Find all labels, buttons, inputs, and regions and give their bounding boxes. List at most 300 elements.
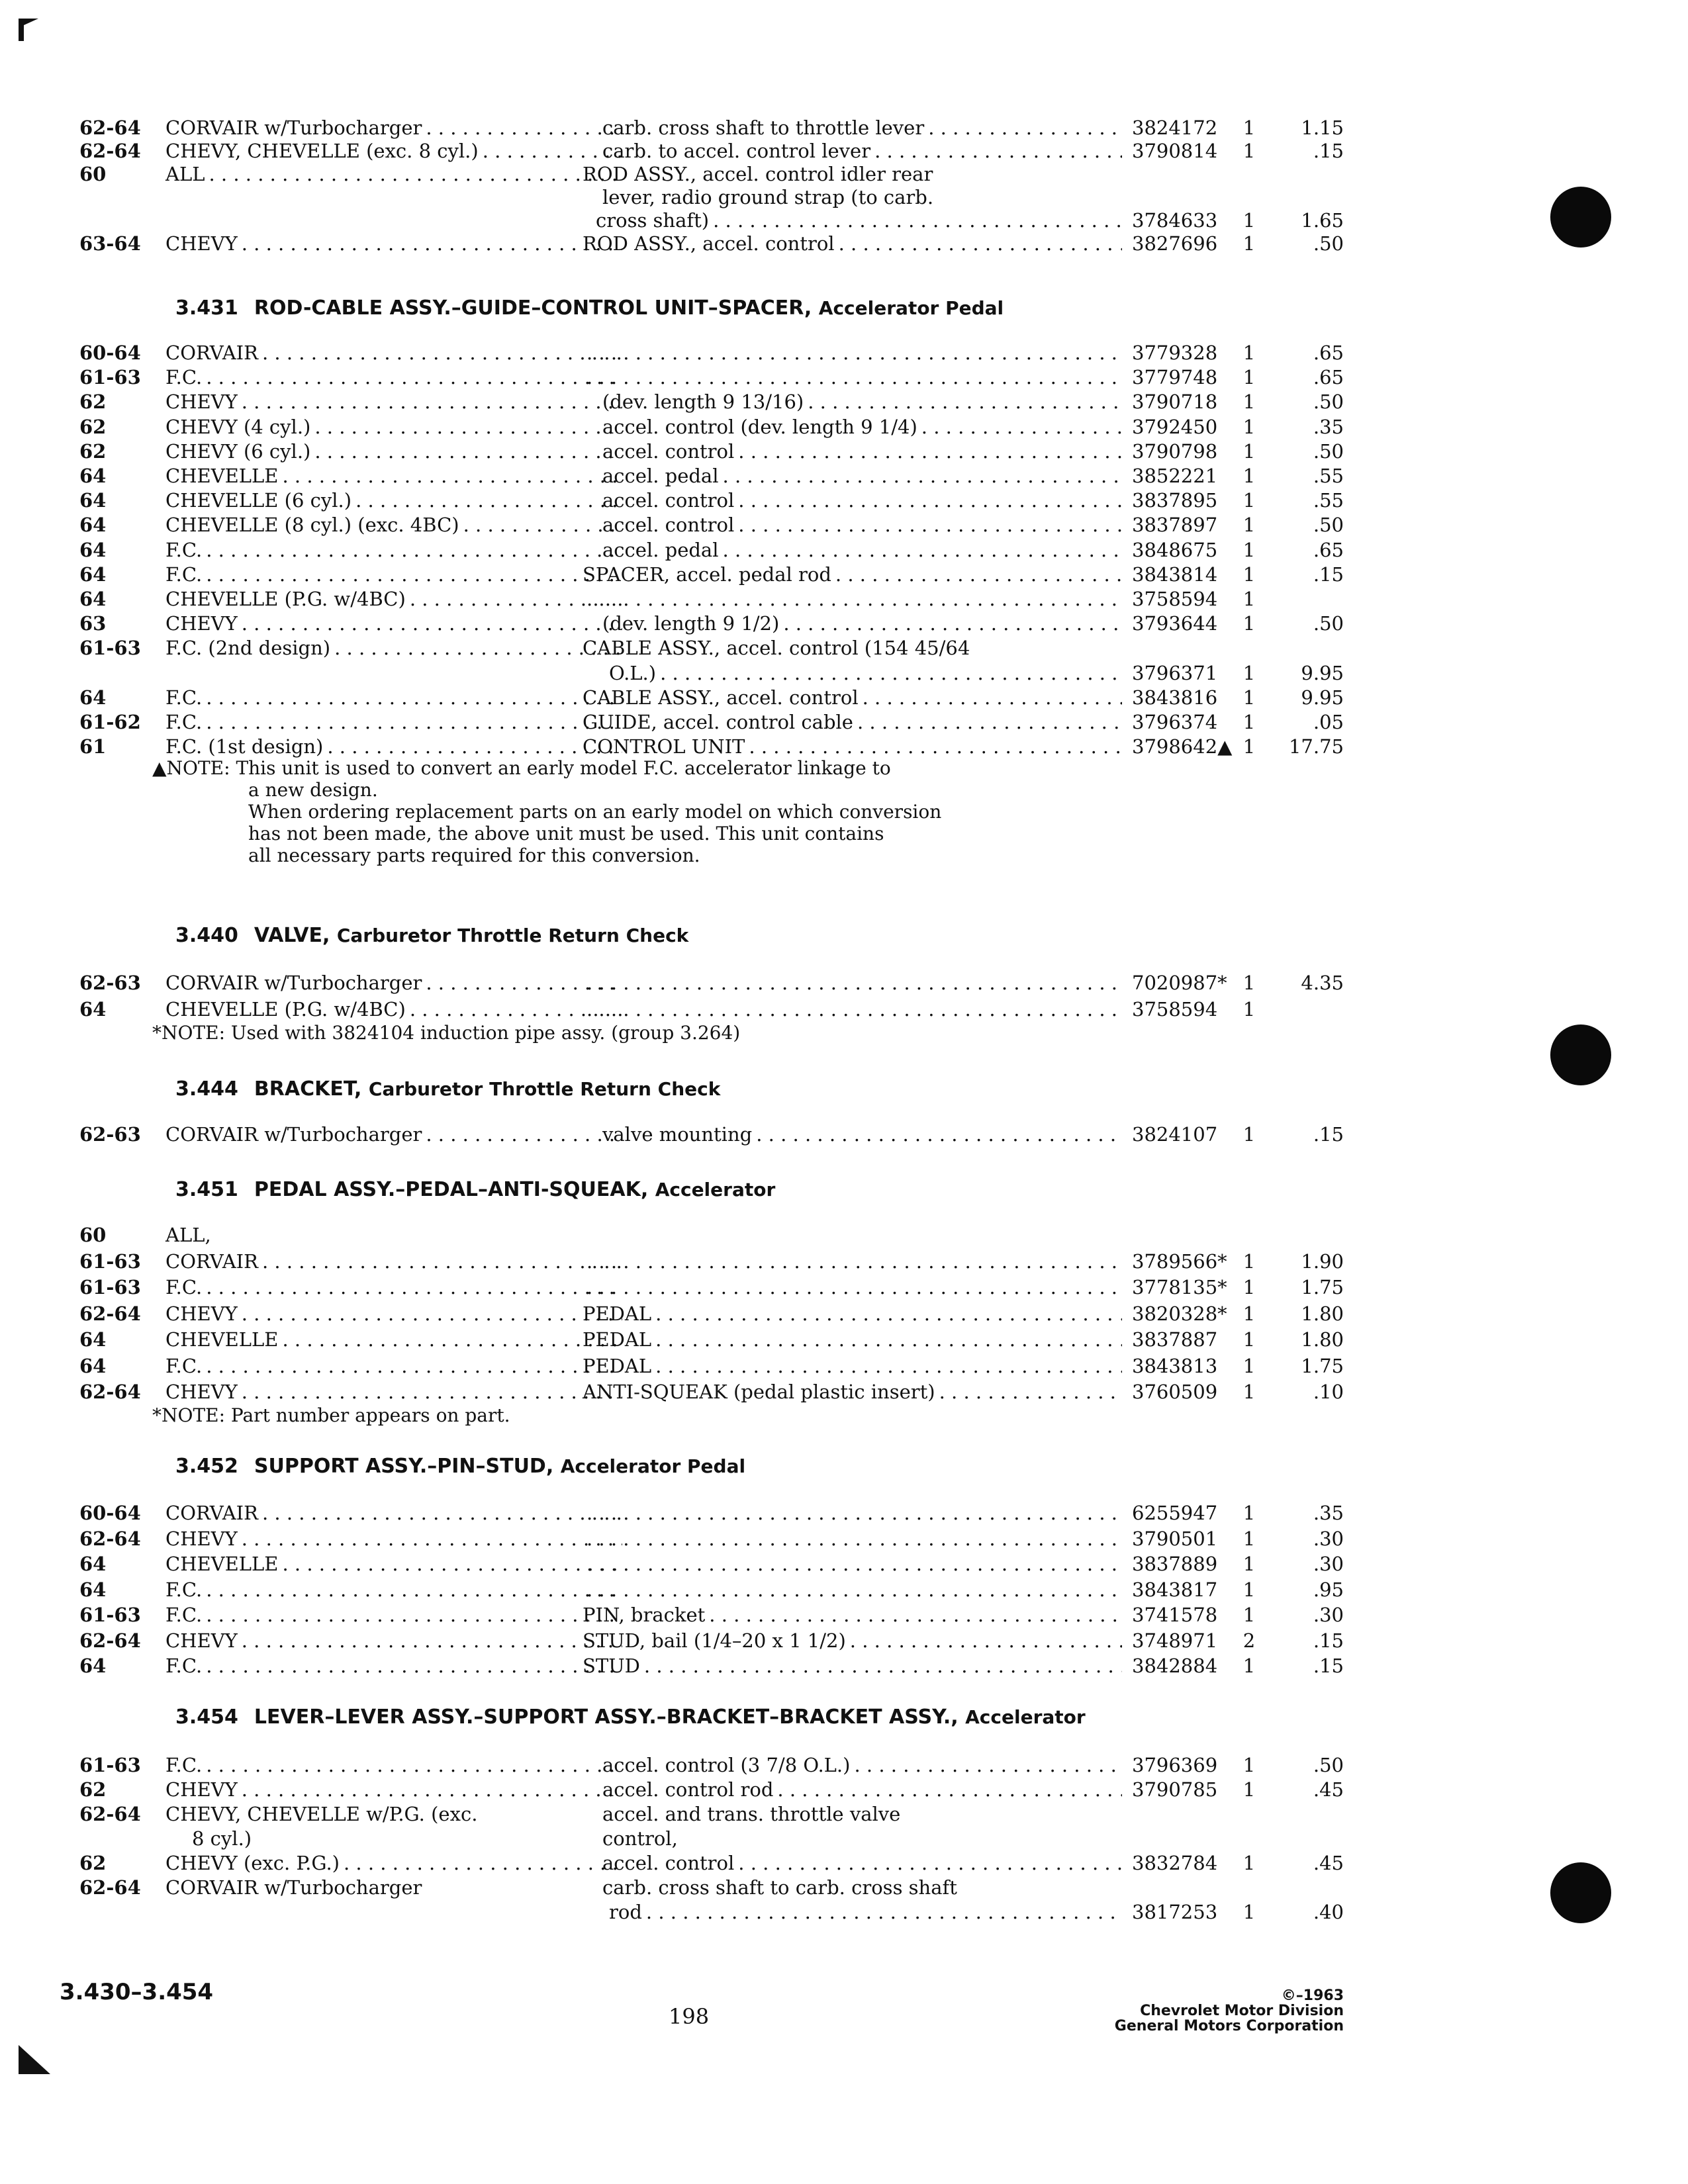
row-quantity: 1: [1243, 489, 1256, 512]
row-quantity: 1: [1243, 539, 1256, 561]
row-description: [602, 140, 1122, 162]
section-number: 3.431: [175, 296, 238, 320]
row-price: .65: [1313, 341, 1344, 364]
row-price: 1.80: [1301, 1328, 1344, 1351]
row-year: 63-64: [79, 232, 141, 255]
row-model-text: CHEVY: [165, 1302, 238, 1325]
row-model: [165, 1250, 622, 1273]
catalog-row: [79, 186, 1271, 208]
row-description-text: (dev. length 9 13/16): [602, 390, 804, 413]
row-model: [165, 1276, 622, 1298]
row-year: 64: [79, 489, 107, 512]
row-quantity: 1: [1243, 465, 1256, 487]
row-description: [602, 1827, 1135, 1850]
row-part-number: 3832784: [1132, 1852, 1218, 1874]
leader-dots: [202, 1754, 622, 1776]
row-quantity: 1: [1243, 1276, 1256, 1298]
row-model: [165, 1629, 622, 1652]
leader-dots: [583, 998, 1122, 1021]
row-description-text: control,: [602, 1827, 678, 1850]
row-part-number: 3784633: [1132, 209, 1218, 232]
row-part-number: 6255947: [1132, 1502, 1218, 1524]
leader-dots: [202, 1276, 622, 1298]
catalog-row: [79, 612, 1344, 635]
catalog-row: [79, 1778, 1344, 1801]
row-quantity: 1: [1243, 1553, 1256, 1575]
leader-dots: [709, 209, 1122, 232]
row-year: 60-64: [79, 1502, 141, 1524]
row-description: [583, 1250, 1122, 1273]
row-quantity: 1: [1243, 1250, 1256, 1273]
leader-dots: [656, 662, 1122, 684]
leader-dots: [831, 563, 1122, 586]
row-year: 62-64: [79, 1381, 141, 1403]
row-description-text: ANTI-SQUEAK (pedal plastic insert): [583, 1381, 935, 1403]
row-description: [602, 1778, 1122, 1801]
row-quantity: 1: [1243, 662, 1256, 684]
leader-dots: [310, 416, 622, 438]
catalog-row: [79, 588, 1271, 610]
row-year: 62-63: [79, 1123, 141, 1146]
row-quantity: 1: [1243, 998, 1256, 1021]
row-description-text: accel. control: [602, 1852, 735, 1874]
row-description: [602, 1754, 1122, 1776]
catalog-row: [79, 1578, 1344, 1601]
row-model: [165, 1123, 622, 1146]
catalog-row: [79, 637, 1271, 659]
row-description: [583, 1302, 1122, 1325]
row-part-number: 3842884: [1132, 1655, 1218, 1677]
leader-dots: [202, 366, 622, 388]
row-model-text: CHEVY: [165, 1527, 238, 1550]
row-price: .45: [1313, 1852, 1344, 1874]
catalog-row: [79, 539, 1344, 561]
row-part-number: 3837887: [1132, 1328, 1218, 1351]
row-description: [602, 1123, 1122, 1146]
leader-dots: [202, 1355, 622, 1377]
row-quantity: 1: [1243, 1502, 1256, 1524]
row-description: [583, 163, 1115, 185]
catalog-row: [79, 662, 1344, 684]
catalog-row: [79, 390, 1344, 413]
row-description: [583, 1527, 1122, 1550]
row-price: .15: [1313, 1123, 1344, 1146]
row-description: [602, 416, 1122, 438]
row-description: [583, 1578, 1122, 1601]
row-model-text: CHEVY (4 cyl.): [165, 416, 311, 438]
row-quantity: 1: [1243, 232, 1256, 255]
row-quantity: 1: [1243, 563, 1256, 586]
row-description-text: SPACER, accel. pedal rod: [583, 563, 831, 586]
leader-dots: [583, 1276, 1122, 1298]
row-model: [165, 539, 622, 561]
leader-dots: [238, 1381, 622, 1403]
catalog-row: [79, 1302, 1344, 1325]
row-description-text: accel. control: [602, 440, 735, 463]
row-price: .65: [1313, 366, 1344, 388]
row-description: [583, 366, 1122, 388]
leader-dots: [734, 489, 1122, 512]
row-model: [165, 1876, 642, 1899]
catalog-row: [79, 465, 1344, 487]
row-model-text: CHEVY: [165, 232, 238, 255]
row-part-number: 3779748: [1132, 366, 1218, 388]
leader-dots: [719, 465, 1122, 487]
row-model: [165, 1778, 622, 1801]
row-quantity: 1: [1243, 1527, 1256, 1550]
row-year: 61-63: [79, 1250, 141, 1273]
row-price: 1.75: [1301, 1355, 1344, 1377]
row-year: 62: [79, 390, 107, 413]
leader-dots: [640, 1655, 1122, 1677]
row-model-text: F.C.: [165, 1578, 203, 1601]
page-number: 198: [669, 2004, 710, 2029]
catalog-row: [79, 1655, 1344, 1677]
row-quantity: 1: [1243, 1123, 1256, 1146]
row-model-text: CHEVELLE: [165, 465, 279, 487]
section-header: [175, 1706, 1086, 1729]
row-model: [165, 1655, 622, 1677]
section-subtitle: Carburetor Throttle Return Check: [368, 1078, 721, 1100]
row-model: [192, 1827, 669, 1850]
row-quantity: 1: [1243, 1778, 1256, 1801]
catalog-row: [79, 1250, 1344, 1273]
leader-dots: [258, 1502, 622, 1524]
row-description: [609, 1901, 1122, 1923]
row-model-text: F.C.: [165, 711, 203, 733]
leader-dots: [583, 972, 1122, 994]
catalog-row: [79, 972, 1344, 994]
row-year: 61: [79, 735, 107, 758]
leader-dots: [202, 1604, 622, 1626]
row-year: 62: [79, 1852, 107, 1874]
row-price: 1.75: [1301, 1276, 1344, 1298]
row-description: [583, 686, 1122, 709]
row-price: .40: [1313, 1901, 1344, 1923]
row-model-text: F.C.: [165, 686, 203, 709]
row-year: 64: [79, 465, 107, 487]
row-price: 1.90: [1301, 1250, 1344, 1273]
row-description-text: accel. pedal: [602, 539, 719, 561]
catalog-row: [79, 1123, 1344, 1146]
leader-dots: [583, 1250, 1122, 1273]
row-model-text: CORVAIR w/Turbocharger: [165, 1876, 422, 1899]
catalog-row: [79, 1876, 1271, 1899]
row-quantity: 1: [1243, 735, 1256, 758]
row-model-text: CHEVELLE: [165, 1328, 279, 1351]
leader-dots: [459, 514, 622, 536]
leader-dots: [278, 1553, 622, 1575]
row-model-text: CORVAIR: [165, 1502, 258, 1524]
leader-dots: [917, 416, 1122, 438]
leader-dots: [238, 232, 622, 255]
section-subtitle: Accelerator Pedal: [818, 297, 1004, 319]
row-model: [165, 1302, 622, 1325]
catalog-row: [79, 163, 1271, 185]
row-description-text: (dev. length 9 1/2): [602, 612, 780, 635]
copyright-division: Chevrolet Motor Division: [1140, 2003, 1344, 2019]
row-model-text: CHEVELLE (6 cyl.): [165, 489, 352, 512]
row-model: [165, 440, 622, 463]
row-model: [165, 1355, 622, 1377]
section-subtitle: Carburetor Throttle Return Check: [336, 925, 689, 946]
catalog-row: [79, 563, 1344, 586]
row-quantity: 1: [1243, 366, 1256, 388]
leader-dots: [850, 1754, 1122, 1776]
row-quantity: 1: [1243, 209, 1256, 232]
leader-dots: [310, 440, 622, 463]
section-number: 3.444: [175, 1077, 238, 1101]
row-part-number: 3837897: [1132, 514, 1218, 536]
row-price: .15: [1313, 563, 1344, 586]
leader-dots: [205, 163, 622, 185]
row-price: .50: [1313, 1754, 1344, 1776]
catalog-row: [79, 440, 1344, 463]
row-quantity: 1: [1243, 1578, 1256, 1601]
section-header: [175, 1077, 720, 1101]
row-model-text: CHEVELLE (P.G. w/4BC): [165, 998, 406, 1021]
row-description-text: accel. control: [602, 489, 735, 512]
row-quantity: 1: [1243, 711, 1256, 733]
row-description: [583, 637, 1115, 659]
row-description-text: ROD ASSY., accel. control idler rear: [583, 163, 933, 185]
row-year: 64: [79, 1328, 107, 1351]
section-title: ROD-CABLE ASSY.–GUIDE–CONTROL UNIT–SPACER,: [254, 296, 812, 320]
row-year: 61-63: [79, 366, 141, 388]
catalog-row: [79, 489, 1344, 512]
catalog-row: [79, 366, 1344, 388]
row-description: [583, 972, 1122, 994]
row-price: .50: [1313, 232, 1344, 255]
row-model: [165, 232, 622, 255]
catalog-row: [79, 1827, 1271, 1850]
catalog-row: [79, 209, 1344, 232]
row-price: 9.95: [1301, 662, 1344, 684]
row-description-text: lever, radio ground strap (to carb.: [602, 186, 934, 208]
row-description: [602, 489, 1122, 512]
section-number: 3.451: [175, 1178, 238, 1201]
row-part-number: 3852221: [1132, 465, 1218, 487]
leader-dots: [352, 489, 622, 512]
row-model-text: F.C.: [165, 1655, 203, 1677]
catalog-row: [79, 416, 1344, 438]
row-part-number: 3790718: [1132, 390, 1218, 413]
row-year: 60-64: [79, 341, 141, 364]
catalog-row: [79, 686, 1344, 709]
leader-dots: [583, 1527, 1122, 1550]
row-part-number: 3789566*: [1132, 1250, 1227, 1273]
row-part-number: 3843814: [1132, 563, 1218, 586]
leader-dots: [651, 1355, 1122, 1377]
row-model-text: F.C. (1st design): [165, 735, 324, 758]
section-title: SUPPORT ASSY.–PIN–STUD,: [254, 1455, 554, 1478]
row-model: [165, 1553, 622, 1575]
leader-dots: [734, 514, 1122, 536]
row-year: 60: [79, 1224, 107, 1246]
leader-dots: [734, 1852, 1122, 1874]
row-price: .30: [1313, 1553, 1344, 1575]
row-part-number: 3824172: [1132, 116, 1218, 139]
section-note: a new design.: [248, 779, 378, 801]
row-model: [165, 1328, 622, 1351]
leader-dots: [773, 1778, 1122, 1801]
leader-dots: [278, 465, 622, 487]
row-price: .50: [1313, 514, 1344, 536]
row-year: 60: [79, 163, 107, 185]
row-price: 1.80: [1301, 1302, 1344, 1325]
row-year: 64: [79, 998, 107, 1021]
row-quantity: 1: [1243, 390, 1256, 413]
row-description-text: cross shaft): [596, 209, 710, 232]
row-model-text: CHEVY (exc. P.G.): [165, 1852, 340, 1874]
row-model: [165, 1381, 622, 1403]
row-price: .55: [1313, 465, 1344, 487]
row-year: 62-64: [79, 1527, 141, 1550]
row-description: [596, 209, 1122, 232]
row-part-number: 3837889: [1132, 1553, 1218, 1575]
row-model-text: F.C.: [165, 1754, 203, 1776]
row-price: .35: [1313, 416, 1344, 438]
row-year: 64: [79, 563, 107, 586]
leader-dots: [846, 1629, 1122, 1652]
row-quantity: 1: [1243, 440, 1256, 463]
row-year: 64: [79, 588, 107, 610]
section-header: [175, 1178, 775, 1201]
section-number: 3.454: [175, 1706, 238, 1729]
leader-dots: [870, 140, 1122, 162]
row-description: [602, 465, 1122, 487]
row-quantity: 1: [1243, 140, 1256, 162]
row-price: .50: [1313, 612, 1344, 635]
row-year: 62-64: [79, 1876, 141, 1899]
leader-dots: [238, 1629, 622, 1652]
leader-dots: [479, 140, 622, 162]
row-description: [583, 563, 1122, 586]
leader-dots: [583, 341, 1122, 364]
row-year: 62-64: [79, 1302, 141, 1325]
row-description-text: PEDAL: [583, 1355, 652, 1377]
catalog-row: [79, 1629, 1344, 1652]
catalog-row: [79, 1852, 1344, 1874]
row-quantity: 1: [1243, 1302, 1256, 1325]
row-model-text: CHEVY: [165, 1629, 238, 1652]
row-part-number: 3848675: [1132, 539, 1218, 561]
leader-dots: [202, 686, 622, 709]
row-part-number: 3843813: [1132, 1355, 1218, 1377]
leader-dots: [323, 735, 622, 758]
catalog-row: [79, 341, 1344, 364]
catalog-row: [79, 1604, 1344, 1626]
row-model: [165, 1852, 622, 1874]
row-price: 4.35: [1301, 972, 1344, 994]
section-header: [175, 924, 688, 947]
row-year: 64: [79, 1553, 107, 1575]
row-quantity: 1: [1243, 514, 1256, 536]
leader-dots: [238, 1302, 622, 1325]
group-range: 3.430–3.454: [60, 1979, 214, 2005]
row-model-text: CHEVELLE (8 cyl.) (exc. 4BC): [165, 514, 459, 536]
row-description-text: PEDAL: [583, 1328, 652, 1351]
row-price: .15: [1313, 1629, 1344, 1652]
row-model-text: CHEVELLE: [165, 1553, 279, 1575]
row-description: [583, 1381, 1122, 1403]
row-price: 9.95: [1301, 686, 1344, 709]
row-quantity: 1: [1243, 686, 1256, 709]
row-quantity: 1: [1243, 1604, 1256, 1626]
leader-dots: [583, 1553, 1122, 1575]
row-part-number: 3741578: [1132, 1604, 1218, 1626]
row-price: .05: [1313, 711, 1344, 733]
leader-dots: [202, 711, 622, 733]
row-year: 62-64: [79, 1803, 141, 1825]
row-description-text: accel. control rod: [602, 1778, 774, 1801]
row-description: [602, 1876, 1135, 1899]
row-price: .15: [1313, 1655, 1344, 1677]
leader-dots: [642, 1901, 1122, 1923]
row-year: 64: [79, 514, 107, 536]
row-description-text: rod: [609, 1901, 642, 1923]
catalog-row: [79, 998, 1271, 1021]
row-description-text: accel. pedal: [602, 465, 719, 487]
row-price: .30: [1313, 1604, 1344, 1626]
row-model: [165, 711, 622, 733]
leader-dots: [835, 232, 1122, 255]
row-year: 64: [79, 1355, 107, 1377]
row-description: [583, 232, 1122, 255]
leader-dots: [583, 588, 1122, 610]
row-model: [165, 1754, 622, 1776]
row-description-text: CABLE ASSY., accel. control: [583, 686, 859, 709]
row-description: [609, 662, 1122, 684]
row-model-text: 8 cyl.): [192, 1827, 252, 1850]
row-description: [602, 186, 1135, 208]
row-description-text: ROD ASSY., accel. control: [583, 232, 835, 255]
section-subtitle: Accelerator: [655, 1179, 776, 1201]
row-part-number: 3827696: [1132, 232, 1218, 255]
row-model-text: CORVAIR w/Turbocharger: [165, 1123, 422, 1146]
row-model: [165, 514, 622, 536]
row-description-text: accel. control (3 7/8 O.L.): [602, 1754, 851, 1776]
leader-dots: [583, 1578, 1122, 1601]
row-quantity: 1: [1243, 1901, 1256, 1923]
row-part-number: 3790501: [1132, 1527, 1218, 1550]
row-description: [583, 1276, 1122, 1298]
row-part-number: 3817253: [1132, 1901, 1218, 1923]
leader-dots: [804, 390, 1122, 413]
row-description-text: GUIDE, accel. control cable: [583, 711, 853, 733]
row-model-text: CHEVY, CHEVELLE w/P.G. (exc.: [165, 1803, 478, 1825]
row-model: [165, 116, 622, 139]
row-model: [165, 612, 622, 635]
row-quantity: 1: [1243, 416, 1256, 438]
row-part-number: 3779328: [1132, 341, 1218, 364]
row-quantity: 1: [1243, 972, 1256, 994]
section-note: *NOTE: Part number appears on part.: [152, 1404, 510, 1426]
copyright-corporation: General Motors Corporation: [1114, 2018, 1344, 2034]
copyright-block: [1115, 1988, 1344, 2034]
row-description: [602, 1803, 1135, 1825]
row-quantity: 1: [1243, 612, 1256, 635]
section-subtitle: Accelerator Pedal: [560, 1455, 746, 1477]
row-model-text: CHEVELLE (P.G. w/4BC): [165, 588, 406, 610]
row-model-text: CHEVY: [165, 1778, 238, 1801]
row-year: 62-64: [79, 1629, 141, 1652]
catalog-row: [79, 711, 1344, 733]
row-part-number: 3798642▲: [1132, 735, 1233, 758]
row-description: [583, 735, 1122, 758]
row-price: .30: [1313, 1527, 1344, 1550]
row-model-text: CHEVY: [165, 390, 238, 413]
